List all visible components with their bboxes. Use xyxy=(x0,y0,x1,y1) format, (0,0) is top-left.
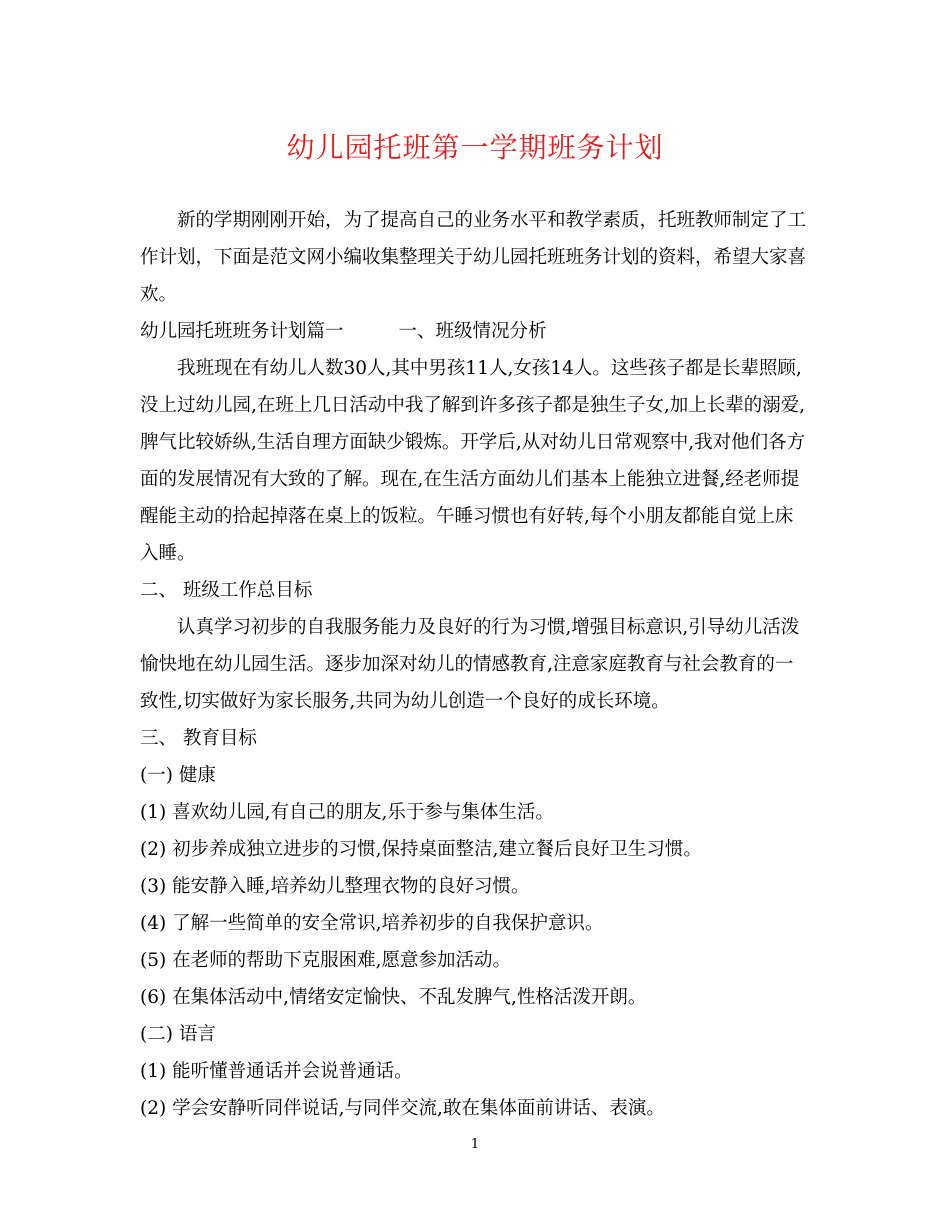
document-body xyxy=(140,202,810,1127)
section2-heading: 二、 班级工作总目标 xyxy=(140,580,313,601)
language-item: (1) 能听懂普通话并会说普通话。 xyxy=(140,1061,413,1082)
situation-paragraph: 我班现在有幼儿人数30人,其中男孩11人,女孩14人。这些孩子都是长辈照顾,没上过幼儿园,在班上几日活动中我了解到许多孩子都是独生子女,加上长辈的溺爱,脾气比较娇纵,生活自理方面缺少锻炼。开学后,从对幼儿日常观察中,我对他们各方面的发展情况有大致的了解。现在,在生活方面幼儿们基本上能独立进餐,经老师提醒能主动的拾起掉落在桌上的饭粒。午睡习惯也有好转,每个小朋友都能自觉上床入睡。 xyxy=(140,358,806,564)
section-heading-left: 幼儿园托班班务计划篇一 xyxy=(140,321,344,342)
intro-paragraph: 新的学期刚刚开始，为了提高自己的业务水平和教学素质，托班教师制定了工作计划，下面是范文网小编收集整理关于幼儿园托班班务计划的资料，希望大家喜欢。 xyxy=(140,210,807,305)
section3-heading: 三、 教育目标 xyxy=(140,728,257,749)
section-heading-right: 一、班级情况分析 xyxy=(398,321,547,342)
health-item: (6) 在集体活动中,情绪安定愉快、不乱发脾气,性格活泼开朗。 xyxy=(140,987,647,1008)
page-number: 1 xyxy=(470,1137,480,1152)
language-heading: (二) 语言 xyxy=(140,1024,216,1045)
section2-paragraph: 认真学习初步的自我服务能力及良好的行为习惯,增强目标意识,引导幼儿活泼愉快地在幼儿园生活。逐步加深对幼儿的情感教育,注意家庭教育与社会教育的一致性,切实做好为家长服务,共同为幼儿创造一个良好的成长环境。 xyxy=(140,617,800,712)
section-heading-line xyxy=(140,313,810,350)
health-item: (5) 在老师的帮助下克服困难,愿意参加活动。 xyxy=(140,950,511,971)
health-item: (3) 能安静入睡,培养幼儿整理衣物的良好习惯。 xyxy=(140,876,530,897)
health-item: (4) 了解一些简单的安全常识,培养初步的自我保护意识。 xyxy=(140,913,604,934)
health-heading: (一) 健康 xyxy=(140,765,216,786)
health-item: (2) 初步养成独立进步的习惯,保持桌面整洁,建立餐后良好卫生习惯。 xyxy=(140,839,702,860)
health-item: (1) 喜欢幼儿园,有自己的朋友,乐于参与集体生活。 xyxy=(140,802,554,823)
language-item: (2) 学会安静听同伴说话,与同伴交流,敢在集体面前讲话、表演。 xyxy=(140,1098,665,1119)
document-title: 幼儿园托班第一学期班务计划 xyxy=(286,131,664,164)
